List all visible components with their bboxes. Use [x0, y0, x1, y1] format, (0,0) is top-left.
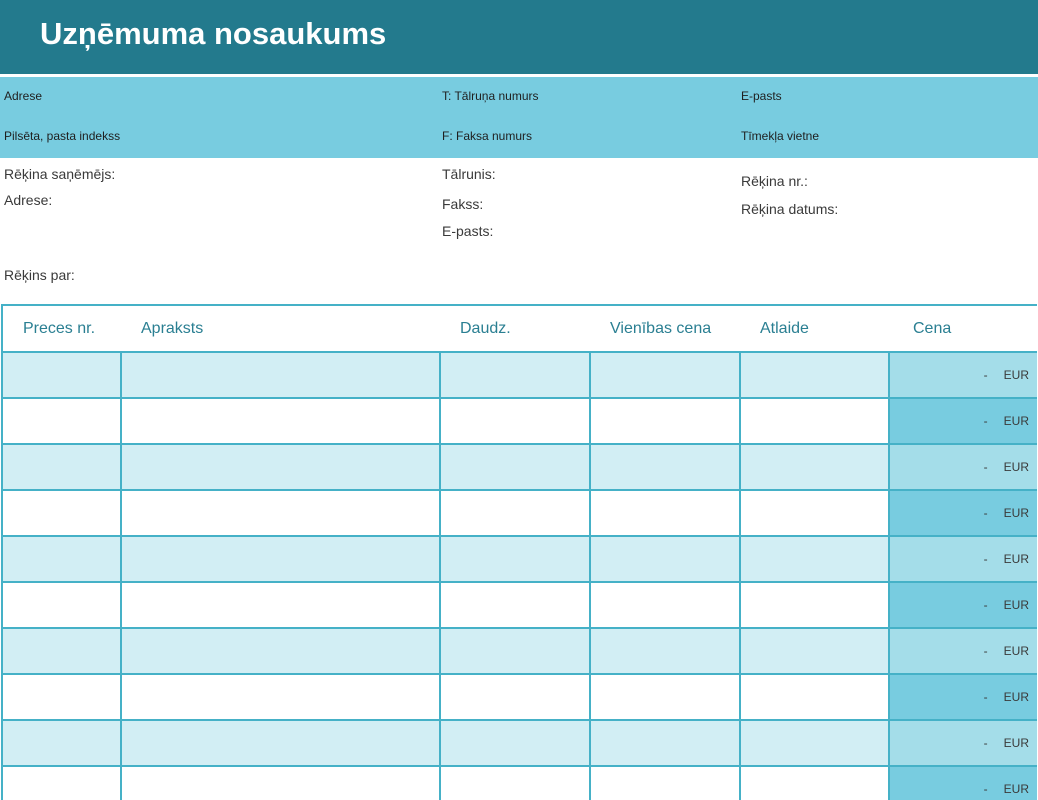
price-cell[interactable]	[889, 720, 1037, 766]
price-cell[interactable]	[889, 444, 1037, 490]
currency-label: EUR	[1003, 506, 1029, 520]
currency-label: EUR	[1003, 460, 1029, 474]
table-row	[2, 352, 1037, 398]
description-cell[interactable]	[121, 352, 440, 398]
col-header-price: Cena	[889, 305, 1037, 352]
invoice-number-label[interactable]: Rēķina nr.:	[741, 173, 808, 189]
item-no-cell[interactable]	[2, 444, 121, 490]
item-no-cell[interactable]	[2, 536, 121, 582]
price-cell[interactable]	[889, 628, 1037, 674]
discount-cell[interactable]	[740, 674, 889, 720]
table-row	[2, 720, 1037, 766]
discount-cell[interactable]	[740, 582, 889, 628]
discount-cell[interactable]	[740, 766, 889, 800]
price-value: -	[983, 644, 988, 658]
quantity-cell[interactable]	[440, 582, 590, 628]
currency-label: EUR	[1003, 368, 1029, 382]
item-no-cell[interactable]	[2, 674, 121, 720]
company-fax[interactable]: F: Faksa numurs	[442, 129, 533, 143]
discount-cell[interactable]	[740, 720, 889, 766]
description-cell[interactable]	[121, 582, 440, 628]
col-header-discount: Atlaide	[740, 305, 889, 352]
table-row	[2, 398, 1037, 444]
price-value: -	[983, 368, 988, 382]
currency-label: EUR	[1003, 414, 1029, 428]
quantity-cell[interactable]	[440, 490, 590, 536]
unit-price-cell[interactable]	[590, 398, 740, 444]
price-cell[interactable]	[889, 766, 1037, 800]
recipient-fax-label[interactable]: Fakss:	[442, 196, 484, 212]
quantity-cell[interactable]	[440, 444, 590, 490]
discount-cell[interactable]	[740, 490, 889, 536]
price-value: -	[983, 414, 988, 428]
recipient-email-label[interactable]: E-pasts:	[442, 223, 494, 239]
price-cell[interactable]	[889, 398, 1037, 444]
item-no-cell[interactable]	[2, 352, 121, 398]
description-cell[interactable]	[121, 766, 440, 800]
item-no-cell[interactable]	[2, 490, 121, 536]
quantity-cell[interactable]	[440, 536, 590, 582]
discount-cell[interactable]	[740, 536, 889, 582]
invoice-table	[1, 304, 1037, 800]
quantity-cell[interactable]	[440, 674, 590, 720]
company-phone[interactable]: T: Tālruņa numurs	[442, 89, 539, 103]
price-cell[interactable]	[889, 490, 1037, 536]
description-cell[interactable]	[121, 720, 440, 766]
col-header-quantity: Daudz.	[440, 305, 590, 352]
table-row	[2, 536, 1037, 582]
item-no-cell[interactable]	[2, 582, 121, 628]
discount-cell[interactable]	[740, 352, 889, 398]
recipient-label[interactable]: Rēķina saņēmējs:	[4, 166, 116, 182]
discount-cell[interactable]	[740, 444, 889, 490]
price-value: -	[983, 552, 988, 566]
currency-label: EUR	[1003, 552, 1029, 566]
quantity-cell[interactable]	[440, 766, 590, 800]
table-row	[2, 674, 1037, 720]
unit-price-cell[interactable]	[590, 352, 740, 398]
price-cell[interactable]	[889, 674, 1037, 720]
company-email[interactable]: E-pasts	[741, 89, 782, 103]
price-value: -	[983, 782, 988, 796]
quantity-cell[interactable]	[440, 398, 590, 444]
company-website[interactable]: Tīmekļa vietne	[741, 129, 820, 143]
quantity-cell[interactable]	[440, 720, 590, 766]
unit-price-cell[interactable]	[590, 720, 740, 766]
unit-price-cell[interactable]	[590, 490, 740, 536]
description-cell[interactable]	[121, 674, 440, 720]
company-name[interactable]: Uzņēmuma nosaukums	[40, 16, 387, 51]
price-value: -	[983, 598, 988, 612]
item-no-cell[interactable]	[2, 720, 121, 766]
quantity-cell[interactable]	[440, 352, 590, 398]
unit-price-cell[interactable]	[590, 536, 740, 582]
discount-cell[interactable]	[740, 398, 889, 444]
discount-cell[interactable]	[740, 628, 889, 674]
quantity-cell[interactable]	[440, 628, 590, 674]
currency-label: EUR	[1003, 782, 1029, 796]
unit-price-cell[interactable]	[590, 444, 740, 490]
unit-price-cell[interactable]	[590, 766, 740, 800]
table-row	[2, 766, 1037, 800]
col-header-description: Apraksts	[121, 305, 440, 352]
col-header-item-no: Preces nr.	[2, 305, 121, 352]
table-row	[2, 490, 1037, 536]
item-no-cell[interactable]	[2, 628, 121, 674]
table-header-row	[2, 305, 1037, 352]
col-header-unit-price: Vienības cena	[590, 305, 740, 352]
unit-price-cell[interactable]	[590, 582, 740, 628]
recipient-phone-label[interactable]: Tālrunis:	[442, 166, 496, 182]
price-cell[interactable]	[889, 536, 1037, 582]
price-cell[interactable]	[889, 352, 1037, 398]
currency-label: EUR	[1003, 736, 1029, 750]
table-row	[2, 582, 1037, 628]
invoice-table-container	[1, 304, 1037, 800]
invoice-date-label[interactable]: Rēķina datums:	[741, 201, 839, 217]
price-value: -	[983, 690, 988, 704]
invoice-for-label[interactable]: Rēķins par:	[4, 267, 75, 283]
currency-label: EUR	[1003, 644, 1029, 658]
unit-price-cell[interactable]	[590, 628, 740, 674]
table-row	[2, 628, 1037, 674]
company-city[interactable]: Pilsēta, pasta indekss	[4, 129, 121, 143]
price-value: -	[983, 460, 988, 474]
description-cell[interactable]	[121, 628, 440, 674]
company-info-band	[0, 77, 1038, 158]
company-address[interactable]: Adrese	[4, 89, 43, 103]
description-cell[interactable]	[121, 444, 440, 490]
title-bar	[0, 0, 1038, 74]
price-value: -	[983, 506, 988, 520]
price-cell[interactable]	[889, 582, 1037, 628]
price-value: -	[983, 736, 988, 750]
unit-price-cell[interactable]	[590, 674, 740, 720]
item-no-cell[interactable]	[2, 766, 121, 800]
table-row	[2, 444, 1037, 490]
recipient-address-label[interactable]: Adrese:	[4, 192, 53, 208]
currency-label: EUR	[1003, 690, 1029, 704]
item-no-cell[interactable]	[2, 398, 121, 444]
description-cell[interactable]	[121, 398, 440, 444]
currency-label: EUR	[1003, 598, 1029, 612]
description-cell[interactable]	[121, 490, 440, 536]
description-cell[interactable]	[121, 536, 440, 582]
